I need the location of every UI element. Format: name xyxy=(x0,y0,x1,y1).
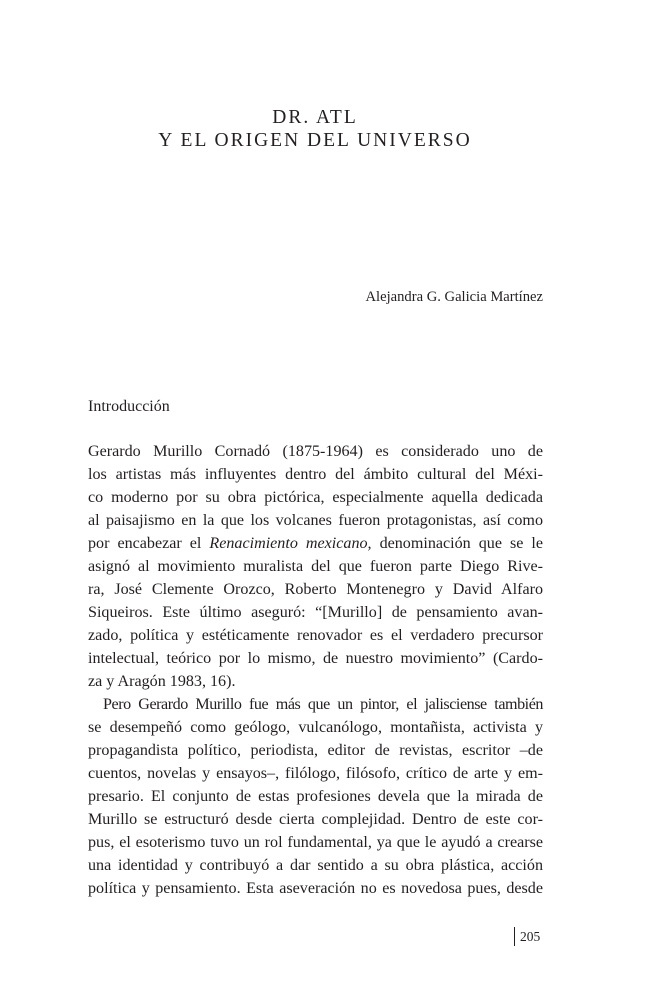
body-line: intelectual, teórico por lo mismo, de nuestro movimiento” (Cardo- xyxy=(88,650,543,667)
folio-rule xyxy=(514,927,515,946)
body-line: una identidad y contribuyó a dar sentido a su obra plástica, acción xyxy=(88,857,543,874)
body-line: presario. El conjunto de estas profesiones devela que la mirada de xyxy=(88,788,543,805)
body-line: Murillo se estructuró desde cierta complejidad. Dentro de este cor- xyxy=(88,811,543,828)
section-heading: Introducción xyxy=(88,398,170,415)
body-line: Siqueiros. Este último aseguró: “[Murillo] de pensamiento avan- xyxy=(88,604,543,621)
page-folio xyxy=(514,927,540,946)
body-line-segment: por encabezar el xyxy=(88,535,210,552)
body-line-segment: denominación que se le xyxy=(371,535,543,552)
body-line: al paisajismo en la que los volcanes fueron protagonistas, así como xyxy=(88,512,543,529)
body-line: cuentos, novelas y ensayos–, filólogo, filósofo, crítico de arte y em- xyxy=(88,765,543,782)
body-line: Pero Gerardo Murillo fue más que un pintor, el jalisciense también xyxy=(103,696,543,713)
chapter-title-line-2: Y EL ORIGEN DEL UNIVERSO xyxy=(158,130,472,151)
body-line: se desempeñó como geólogo, vulcanólogo, montañista, activista y xyxy=(88,719,543,736)
body-line: asignó al movimiento muralista del que fueron parte Diego Rive- xyxy=(88,558,543,575)
page-number: 205 xyxy=(520,928,541,944)
body-line xyxy=(88,532,543,555)
body-line: pus, el esoterismo tuvo un rol fundamental, ya que le ayudó a crearse xyxy=(88,834,543,851)
body-line: política y pensamiento. Esta aseveración no es novedosa pues, desde xyxy=(88,880,543,897)
body-line: propagandista político, periodista, editor de revistas, escritor –de xyxy=(88,742,543,759)
italic-term: Renacimiento mexicano, xyxy=(209,535,372,552)
body-line: zado, política y estéticamente renovador es el verdadero precursor xyxy=(88,627,543,644)
author-name: Alejandra G. Galicia Martínez xyxy=(365,289,543,305)
chapter-title xyxy=(0,106,630,152)
body-text xyxy=(88,440,543,900)
body-line: za y Aragón 1983, 16). xyxy=(88,673,236,690)
body-line: co moderno por su obra pictórica, especialmente aquella dedicada xyxy=(88,489,543,506)
body-line: Gerardo Murillo Cornadó (1875-1964) es considerado uno de xyxy=(88,443,543,460)
chapter-title-line-1: DR. ATL xyxy=(272,107,358,128)
body-line: los artistas más influyentes dentro del ámbito cultural del Méxi- xyxy=(88,466,543,483)
body-line: ra, José Clemente Orozco, Roberto Montenegro y David Alfaro xyxy=(88,581,543,598)
